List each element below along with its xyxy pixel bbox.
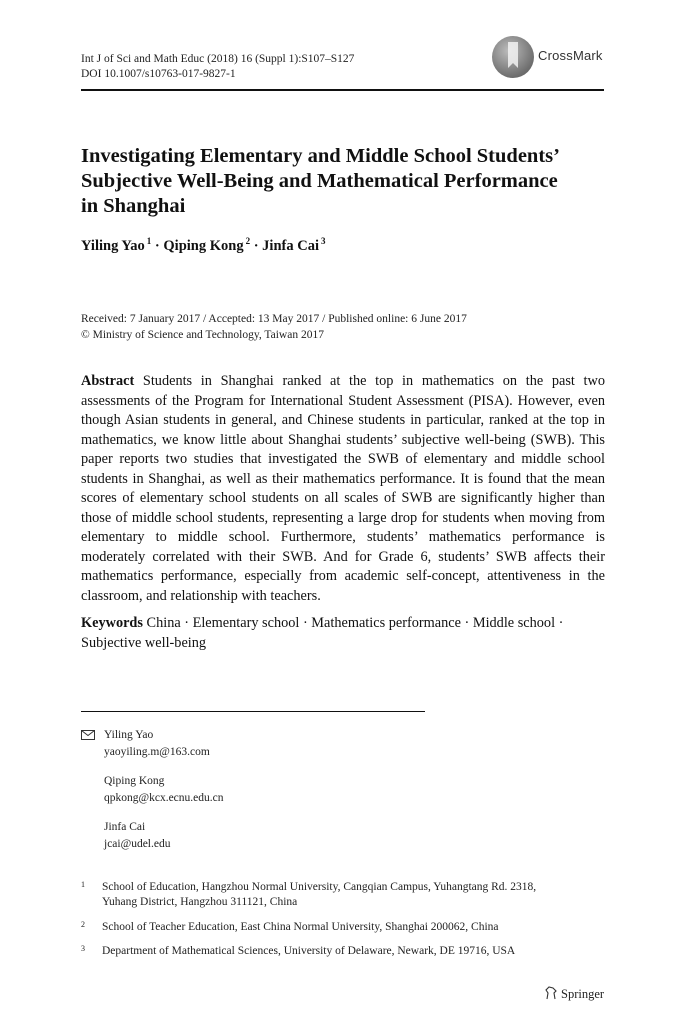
header-rule: [81, 89, 604, 91]
author-name[interactable]: Qiping Kong: [163, 238, 244, 254]
contact-block: [104, 773, 224, 807]
author-affil-ref: 3: [320, 236, 326, 246]
corresponding-contacts: [81, 727, 224, 853]
author-list: Yiling Yao $^1$ · Qiping Kong $^2$ · Jinfa Cai $^3$: [81, 236, 326, 254]
springer-horse-icon: [544, 986, 558, 1000]
dates-line: Received: 7 January 2017 / Accepted: 13 May 2017 / Published online: 6 June 2017: [81, 313, 467, 325]
doi-line: DOI 10.1007/s10763-017-9827-1: [81, 68, 236, 80]
copyright-text: Ministry of Science and Technology, Taiwan 2017: [92, 329, 324, 341]
abstract-text: Students in Shanghai ranked at the top in mathematics on the past two assessments of the Program for International Student Assessment (PISA). However, even though Asian students in general, and Chinese students in particular, ranked at the top in mathematics, we know little about Shanghai students’ subjective well-being (SWB). This paper reports two studies that investigated the SWB of elementary and middle school students in Shanghai, as well as their mathematics performance. It is found that the mean scores of elementary school students on all scales of SWB are significantly higher than those of middle school students, representing a large drop for students when moving from elementary to middle school. Furthermore, students’ mathematics performance is moderately correlated with their SWB. And for Grade 6, students’ SWB affects their mathematics performance, especially from academic self-concept, attentiveness in the classroom, and relationship with teachers.: [81, 373, 605, 604]
abstract: [81, 372, 605, 606]
contact-email[interactable]: yaoyiling.m@163.com: [104, 746, 210, 758]
keywords-line-1: China · Elementary school · Mathematics performance · Middle school ·: [146, 615, 564, 631]
journal-citation: [81, 52, 354, 82]
affiliation-number: 3: [81, 944, 85, 953]
affiliation-line: School of Education, Hangzhou Normal University, Cangqian Campus, Yuhangtang Rd. 2318,: [102, 881, 537, 893]
publisher-name: Springer: [561, 987, 605, 1001]
contact-block: [104, 819, 224, 853]
affiliation-number: 2: [81, 920, 85, 929]
crossmark-badge[interactable]: [492, 36, 602, 82]
affiliation-line: Yuhang District, Hangzhou 311121, China: [102, 896, 298, 908]
article-title: [81, 144, 601, 219]
title-line-3: in Shanghai: [81, 195, 186, 217]
keywords: [81, 614, 605, 653]
abstract-heading: Abstract: [81, 373, 135, 389]
affiliation-2: [81, 920, 605, 935]
author-name[interactable]: Jinfa Cai: [262, 238, 319, 254]
affiliation-text: School of Teacher Education, East China Normal University, Shanghai 200062, China: [102, 921, 499, 933]
affiliation-1: [81, 880, 605, 910]
author-affil-ref: 1: [146, 236, 152, 246]
copyright-line: [81, 327, 467, 343]
contact-name: Jinfa Cai: [104, 821, 146, 833]
title-line-2: Subjective Well-Being and Mathematical Performance: [81, 170, 558, 192]
copyright-icon: ©: [81, 329, 90, 341]
affiliation-text: [102, 880, 605, 910]
publication-history: [81, 311, 467, 343]
crossmark-ribbon-icon: [506, 42, 520, 72]
affiliation-3: [81, 944, 605, 959]
title-line-1: Investigating Elementary and Middle School Students’: [81, 145, 560, 167]
affiliation-text: Department of Mathematical Sciences, University of Delaware, Newark, DE 19716, USA: [102, 945, 516, 957]
author-affil-ref: 2: [245, 236, 251, 246]
contact-name: Yiling Yao: [104, 729, 154, 741]
author-name[interactable]: Yiling Yao: [81, 238, 145, 254]
keywords-heading: Keywords: [81, 615, 143, 631]
publisher-logo: [544, 986, 604, 1002]
contact-email[interactable]: qpkong@kcx.ecnu.edu.cn: [104, 792, 224, 804]
journal-line: Int J of Sci and Math Educ (2018) 16 (Suppl 1):S107–S127: [81, 53, 355, 65]
contact-email[interactable]: jcai@udel.edu: [104, 838, 171, 850]
footnote-rule: [81, 711, 425, 712]
keywords-line-2: Subjective well-being: [81, 634, 207, 651]
contact-name: Qiping Kong: [104, 775, 165, 787]
affiliation-number: 1: [81, 880, 85, 889]
crossmark-label: CrossMark: [538, 48, 603, 63]
contact-block: [104, 727, 224, 761]
